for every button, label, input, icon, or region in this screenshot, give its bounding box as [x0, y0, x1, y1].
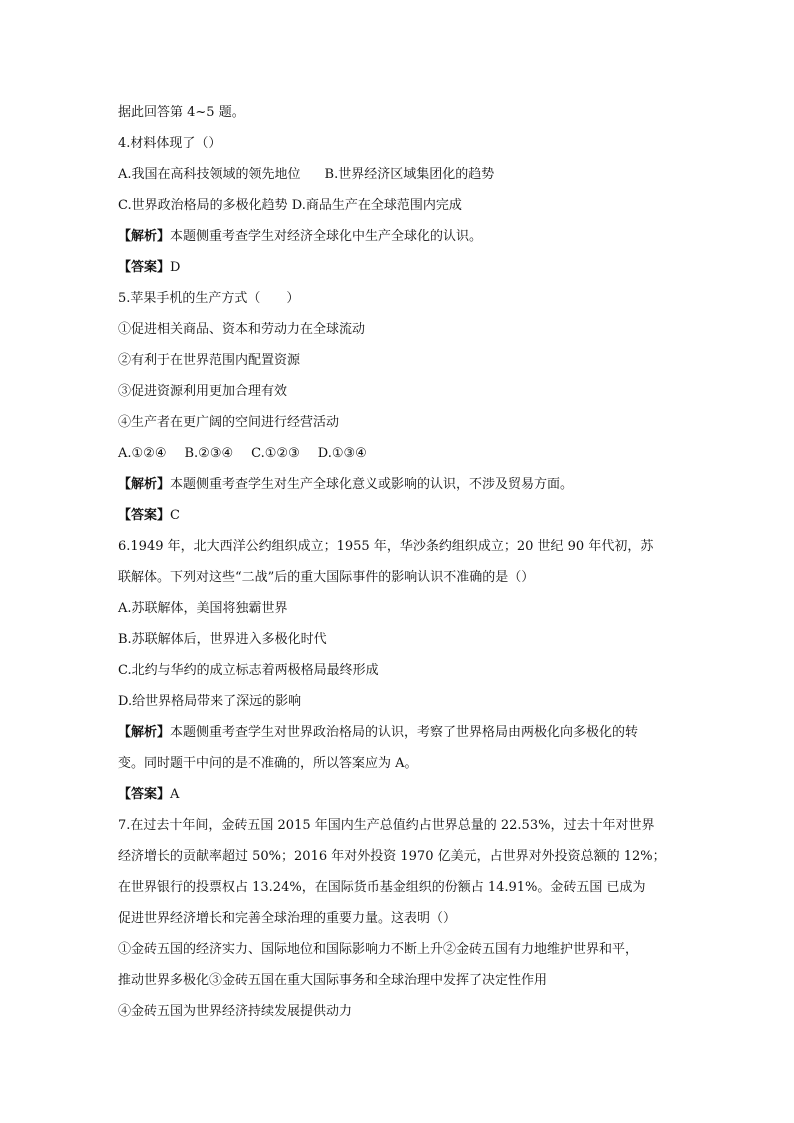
- document-page: [118, 97, 678, 1027]
- answer-tag: 【答案】: [118, 260, 171, 275]
- analysis-text: 本题侧重考查学生对世界政治格局的认识，考察了世界格局由两极化向多极化的转: [170, 725, 639, 740]
- analysis-line: [118, 717, 678, 748]
- analysis-cont: 变。同时题干中问的是不准确的，所以答案应为 A。: [118, 756, 418, 771]
- option-b: B.苏联解体后，世界进入多极化时代: [118, 632, 327, 647]
- question-5-stem: 5.苹果手机的生产方式（ ）: [118, 291, 300, 306]
- answer-text: D: [170, 260, 181, 275]
- option-d: D.①③④: [317, 446, 367, 461]
- text-line: 据此回答第 4~5 题。: [118, 105, 245, 120]
- analysis-tag: 【解析】: [118, 725, 171, 740]
- question-7-stem-cont: 促进世界经济增长和完善全球治理的重要力量。这表明（）: [118, 911, 457, 926]
- statement-4: ④生产者在更广阔的空间进行经营活动: [118, 415, 340, 430]
- statement-4: ④金砖五国为世界经济持续发展提供动力: [118, 1004, 353, 1019]
- analysis-line: [118, 221, 678, 252]
- statement-1: ①促进相关商品、资本和劳动力在全球流动: [118, 322, 366, 337]
- answer-line: [118, 779, 678, 810]
- analysis-text: 本题侧重考查学生对经济全球化中生产全球化的认识。: [170, 229, 483, 244]
- option-c: C.①②③: [251, 446, 300, 461]
- question-4-options-ab: [118, 159, 678, 190]
- answer-tag: 【答案】: [118, 787, 171, 802]
- statement-1-2: ①金砖五国的经济实力、国际地位和国际影响力不断上升②金砖五国有力地维护世界和平，: [118, 942, 639, 957]
- question-6-stem: 6.1949 年，北大西洋公约组织成立；1955 年，华沙条约组织成立；20 世纪 90 年代初，苏: [118, 539, 654, 554]
- option-a: A.①②④: [118, 446, 167, 461]
- analysis-tag: 【解析】: [118, 229, 171, 244]
- option-a: A.我国在高科技领域的领先地位: [118, 167, 301, 182]
- question-4-stem: 4.材料体现了（）: [118, 136, 222, 151]
- question-7-stem: 7.在过去十年间，金砖五国 2015 年国内生产总值约占世界总量的 22.53%，过去十年对世界: [118, 818, 655, 833]
- question-7-stem-cont: 经济增长的贡献率超过 50%；2016 年对外投资 1970 亿美元，占世界对外投资总额的 12%；: [118, 849, 666, 864]
- question-5-options: [118, 438, 678, 469]
- option-d: D.给世界格局带来了深远的影响: [118, 694, 302, 709]
- option-b: B.②③④: [184, 446, 234, 461]
- statement-2: ②有利于在世界范围内配置资源: [118, 353, 301, 368]
- option-a: A.苏联解体，美国将独霸世界: [118, 601, 288, 616]
- statement-2-3: 推动世界多极化③金砖五国在重大国际事务和全球治理中发挥了决定性作用: [118, 973, 548, 988]
- answer-line: [118, 500, 678, 531]
- answer-text: C: [170, 508, 180, 523]
- answer-text: A: [170, 787, 180, 802]
- option-c: C.北约与华约的成立标志着两极格局最终形成: [118, 663, 379, 678]
- option-b: B.世界经济区域集团化的趋势: [324, 167, 495, 182]
- answer-tag: 【答案】: [118, 508, 171, 523]
- statement-3: ③促进资源利用更加合理有效: [118, 384, 288, 399]
- analysis-line: [118, 469, 678, 500]
- question-4-options-cd: C.世界政治格局的多极化趋势 D.商品生产在全球范围内完成: [118, 198, 462, 213]
- analysis-tag: 【解析】: [118, 477, 171, 492]
- question-6-stem-cont: 联解体。下列对这些“二战”后的重大国际事件的影响认识不准确的是（）: [118, 570, 535, 585]
- question-7-stem-cont: 在世界银行的投票权占 13.24%，在国际货币基金组织的份额占 14.91%。金砖五国 已成为: [118, 880, 646, 895]
- answer-line: [118, 252, 678, 283]
- analysis-text: 本题侧重考查学生对生产全球化意义或影响的认识，不涉及贸易方面。: [170, 477, 574, 492]
